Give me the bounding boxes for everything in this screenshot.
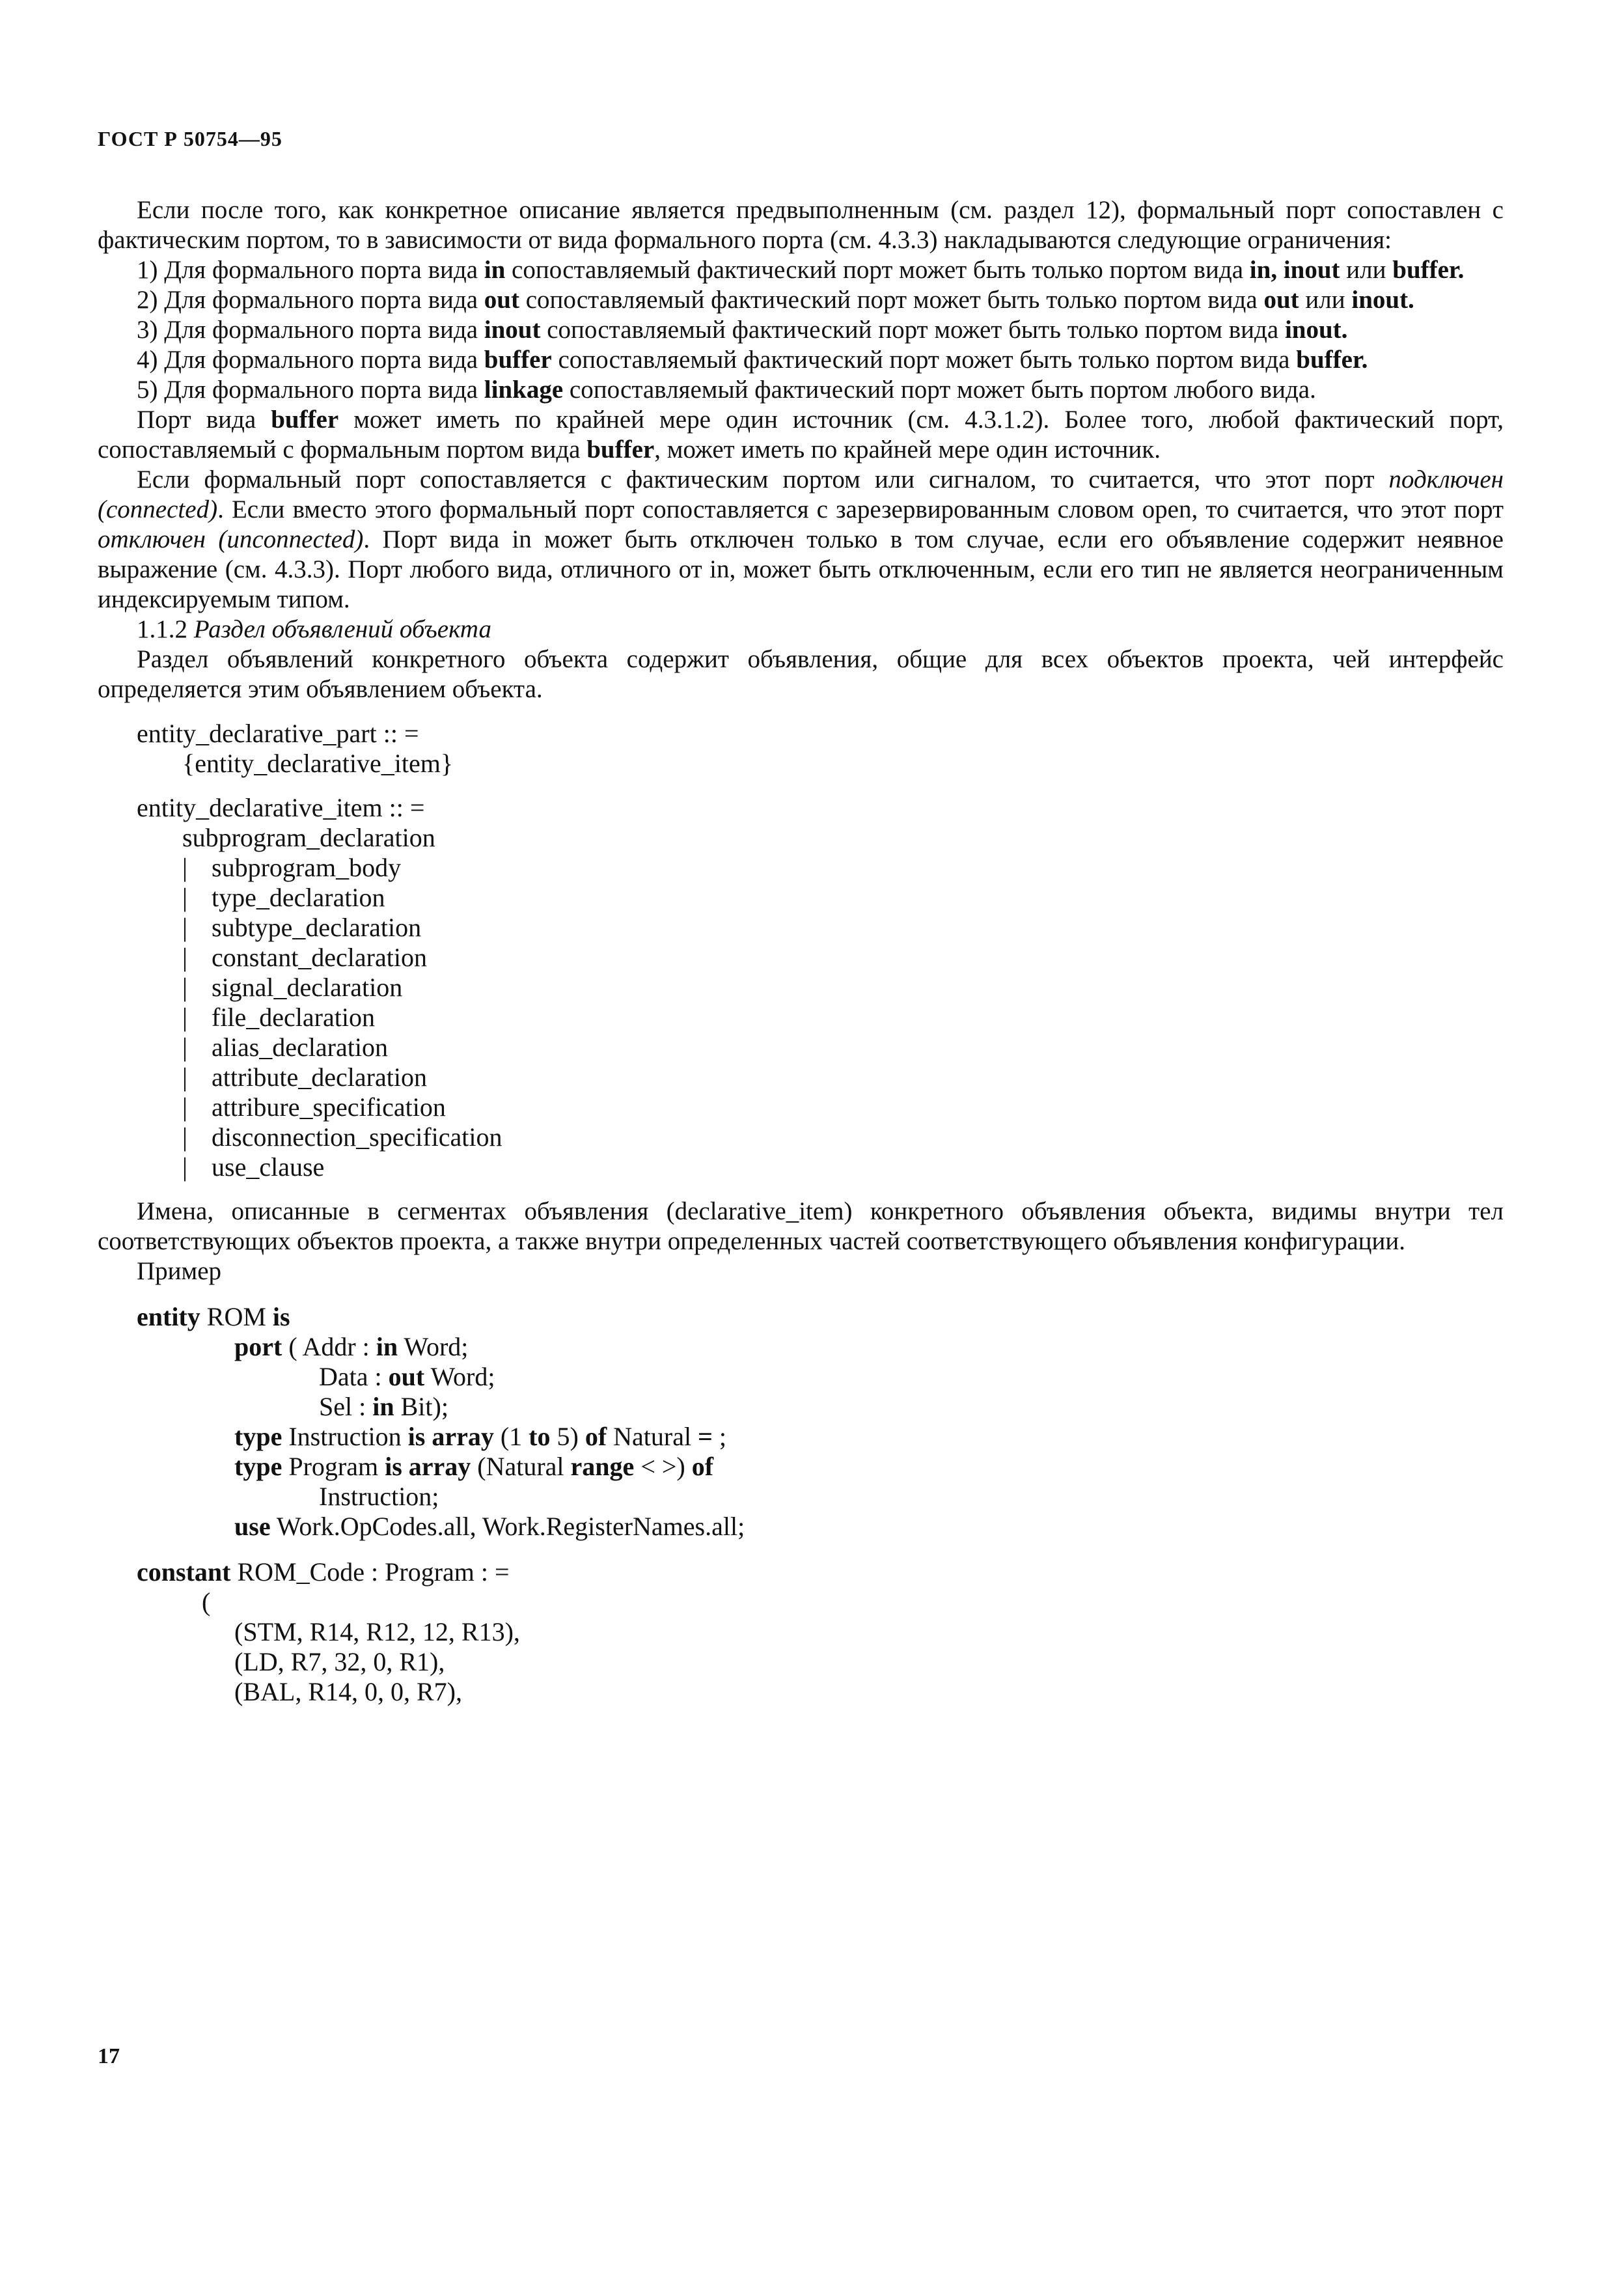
grammar-alternative: | subtype_declaration <box>182 913 422 942</box>
page-number: 17 <box>98 2044 120 2068</box>
rule-4: 4) Для формального порта вида buffer сопоставляемый фактический порт может быть только портом вида buffer. <box>137 346 1368 374</box>
grammar-rule-lhs: entity_declarative_item :: = <box>137 793 425 822</box>
code-line: (BAL, R14, 0, 0, R7), <box>234 1677 462 1706</box>
rule-5: 5) Для формального порта вида linkage сопоставляемый фактический порт может быть портом любого вида. <box>137 376 1316 404</box>
grammar-alt-first: subprogram_declaration <box>182 823 435 852</box>
section-paragraph: Раздел объявлений конкретного объекта содержит объявления, общие для всех объектов проекта, чей интерфейс определяется этим объявлением объекта. <box>98 645 1504 703</box>
code-example <box>137 1302 1504 1707</box>
section-number: 1.1.2 <box>137 615 187 643</box>
grammar-declarative-part <box>137 719 1504 779</box>
grammar-alternative: | disconnection_specification <box>182 1122 502 1152</box>
code-line: type Instruction is array (1 to 5) of Natural = ; <box>234 1422 727 1451</box>
rule-3: 3) Для формального порта вида inout сопоставляемый фактический порт может быть только портом вида inout. <box>137 316 1348 344</box>
grammar-alternative: | type_declaration <box>182 883 385 912</box>
code-line: ( <box>202 1587 211 1616</box>
grammar-alternative: | signal_declaration <box>182 973 403 1002</box>
grammar-alternative: | file_declaration <box>182 1003 375 1032</box>
code-line: Sel : in Bit); <box>319 1392 448 1421</box>
grammar-alternative: | constant_declaration <box>182 943 427 972</box>
grammar-rule-lhs: entity_declarative_part :: = <box>137 719 419 748</box>
names-paragraph: Имена, описанные в сегментах объявления (declarative_item) конкретного объявления объекта, видимы внутри тел соответствующих объектов проекта, а также внутри определенных частей соответствующего объявления конфигурации. <box>98 1197 1504 1255</box>
grammar-alternative: | attribure_specification <box>182 1092 446 1122</box>
code-line: port ( Addr : in Word; <box>234 1332 469 1361</box>
page-header: ГОСТ Р 50754—95 <box>98 127 282 150</box>
example-label: Пример <box>137 1257 222 1285</box>
code-line: constant ROM_Code : Program : = <box>137 1557 510 1587</box>
rule-1: 1) Для формального порта вида in сопоставляемый фактический порт может быть только портом вида in, inout или buffer. <box>137 256 1465 284</box>
grammar-alternative: | subprogram_body <box>182 853 402 882</box>
section-heading <box>98 615 1504 645</box>
code-line: type Program is array (Natural range < >) of <box>234 1452 714 1481</box>
code-line: Instruction; <box>319 1482 439 1511</box>
grammar-rule-rhs: {entity_declarative_item} <box>182 749 454 778</box>
intro-paragraph: Если после того, как конкретное описание является предвыполненным (см. раздел 12), формальный порт сопоставлен с фактическим портом, то в зависимости от вида формального порта (см. 4.3.3) накладываются следующие ограничения: <box>98 196 1504 254</box>
code-line: (STM, R14, R12, 12, R13), <box>234 1617 520 1646</box>
code-line: (LD, R7, 32, 0, R1), <box>234 1647 445 1676</box>
connect-paragraph: Если формальный порт сопоставляется с фактическим портом или сигналом, то считается, что этот порт подключен (connected). Если вместо этого формальный порт сопоставляется с зарезервированным словом open, то считается, что этот порт отключен (unconnected). Порт вида in может быть отключен только в том случае, если его объявление содержит неявное выражение (см. 4.3.3). Порт любого вида, отличного от in, может быть отключенным, если его тип не является неограниченным индексируемым типом. <box>98 465 1504 613</box>
document-body <box>98 195 1504 1707</box>
code-line: entity ROM is <box>137 1302 290 1331</box>
section-title: Раздел объявлений объекта <box>193 615 491 643</box>
rule-2: 2) Для формального порта вида out сопоставляемый фактический порт может быть только портом вида out или inout. <box>137 286 1414 314</box>
buffer-paragraph: Порт вида buffer может иметь по крайней мере один источник (см. 4.3.1.2). Более того, любой фактический порт, сопоставляемый с формальным портом вида buffer, может иметь по крайней мере один источник. <box>98 406 1504 464</box>
grammar-alternative: | attribute_declaration <box>182 1062 427 1092</box>
grammar-alternative: | alias_declaration <box>182 1033 388 1062</box>
code-line: use Work.OpCodes.all, Work.RegisterNames.all; <box>234 1512 745 1541</box>
grammar-alternatives <box>137 853 1504 1182</box>
grammar-alternative: | use_clause <box>182 1152 325 1182</box>
code-line: Data : out Word; <box>319 1362 495 1391</box>
grammar-declarative-item <box>137 793 1504 1182</box>
